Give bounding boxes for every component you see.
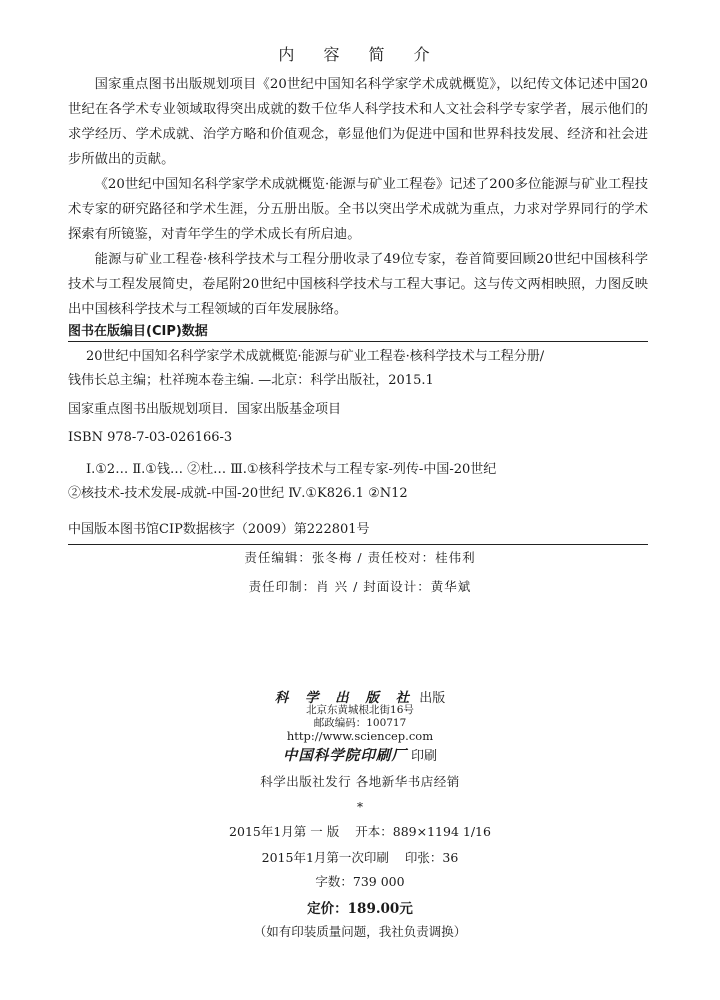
- cip-title-line: 钱伟长总主编；杜祥琬本卷主编. —北京：科学出版社，2015.1: [68, 373, 434, 388]
- printing-date: 2015年1月第一次印刷: [261, 850, 389, 865]
- intro-title: 内 容 简 介: [278, 45, 442, 64]
- cip-class-line: Ⅰ.①2… Ⅱ.①钱… ②杜… Ⅲ.①核科学技术与工程专家-列传-中国-20世纪: [86, 462, 497, 477]
- format-size: 开本：889×1194 1/16: [355, 824, 491, 839]
- cip-heading: 图书在版编目(CIP)数据: [68, 324, 208, 339]
- sheet-count: 印张：36: [404, 850, 459, 865]
- printer-logo: 中国科学院印刷厂: [282, 747, 407, 764]
- staff-editors: 责任编辑：张冬梅 / 责任校对：桂伟利: [244, 550, 476, 565]
- separator-star: *: [357, 800, 363, 814]
- printer-line: [0, 744, 720, 765]
- edition-date: 2015年1月第 一 版: [229, 824, 340, 839]
- cip-class-line: ②核技术-技术发展-成就-中国-20世纪 Ⅳ.①K826.1 ②N12: [68, 486, 408, 501]
- quality-notice: （如有印装质量问题，我社负责调换）: [253, 924, 467, 939]
- publisher-suffix: 出版: [415, 691, 446, 706]
- cip-title-line: 20世纪中国知名科学家学术成就概览·能源与矿业工程卷·核科学技术与工程分册/: [86, 349, 545, 364]
- intro-paragraph: 国家重点图书出版规划项目《20世纪中国知名科学家学术成就概览》，以纪传文体记述中国20世纪在各学术专业领域取得突出成就的数千位华人科学技术和人文社会科学专家学者，展示他们的求学经历、学术成就、治学方略和价值观念，彰显他们为促进中国和世界科技发展、经济和社会进步所做出的贡献。: [68, 77, 648, 167]
- edition-line: [0, 822, 720, 840]
- distribution-line: 科学出版社发行 各地新华书店经销: [260, 774, 460, 789]
- word-count: 字数：739 000: [315, 874, 405, 889]
- intro-paragraph: 能源与矿业工程卷·核科学技术与工程分册收录了49位专家，卷首简要回顾20世纪中国核科学技术与工程发展简史，卷尾附20世纪中国核科学技术与工程大事记。这与传文两相映照，力图反映出中国核科学技术与工程领域的百年发展脉络。: [68, 252, 648, 317]
- printer-suffix: 印刷: [406, 749, 438, 764]
- cip-classification: [68, 458, 648, 506]
- staff-production: 责任印制：肖 兴 / 封面设计：黄华斌: [248, 579, 472, 594]
- publisher-url: http://www.sciencep.com: [286, 729, 434, 743]
- cip-top-rule: [68, 341, 648, 342]
- publisher-logo: 科 学 出 版 社: [274, 690, 416, 706]
- intro-text: [68, 72, 648, 322]
- price: 定价：189.00元: [307, 901, 413, 917]
- cip-isbn: ISBN 978-7-03-026166-3: [68, 430, 233, 445]
- cip-series: 国家重点图书出版规划项目．国家出版基金项目: [68, 402, 342, 417]
- publisher-postcode: 邮政编码：100717: [313, 717, 407, 729]
- cip-title-block: [68, 345, 648, 393]
- intro-paragraph: 《20世纪中国知名科学家学术成就概览·能源与矿业工程卷》记述了200多位能源与矿业工程技术专家的研究路径和学术生涯，分五册出版。全书以突出学术成就为重点，力求对学界同行的学术探索有所镜鉴，对青年学生的学术成长有所启迪。: [68, 177, 648, 242]
- cip-bottom-rule: [68, 544, 648, 545]
- publisher-address: 北京东黄城根北街16号: [306, 704, 414, 716]
- cip-data-number: 中国版本图书馆CIP数据核字（2009）第222801号: [68, 522, 370, 537]
- printing-line: [0, 848, 720, 866]
